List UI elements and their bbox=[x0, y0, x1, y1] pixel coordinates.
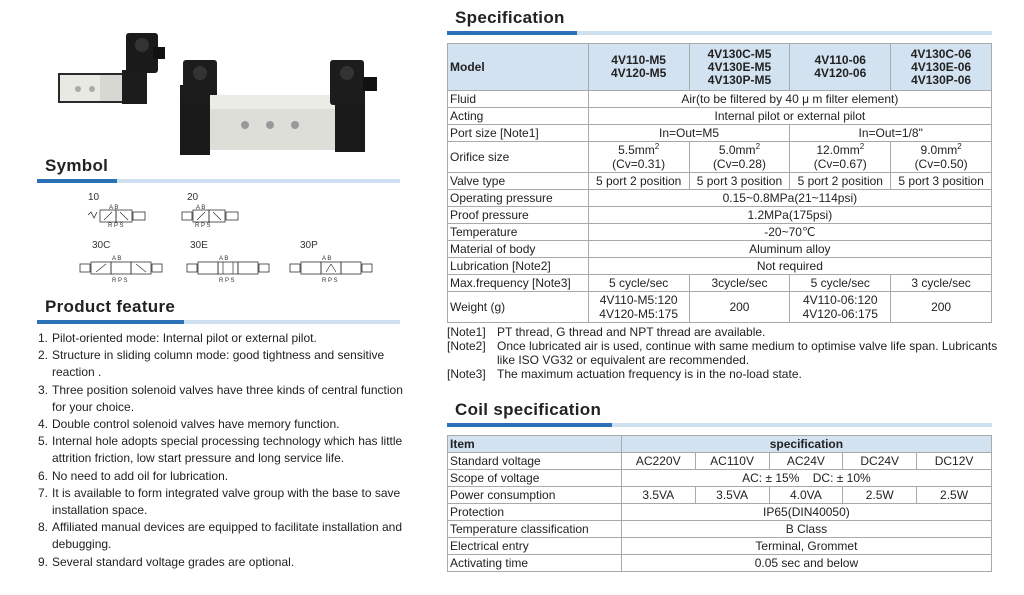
table-row: Temperature -20~70℃ bbox=[448, 224, 992, 241]
coil-specification-heading-bar bbox=[447, 423, 992, 427]
symbol-ports-top: A B bbox=[322, 256, 332, 262]
list-item: 1. Pilot-oriented mode: Internal pilot or external pilot. bbox=[38, 331, 317, 345]
product-image-small-valve bbox=[48, 25, 173, 110]
table-row: Lubrication [Note2] Not required bbox=[448, 258, 992, 275]
specification-heading-bar bbox=[447, 31, 992, 35]
symbol-ports-top: A B bbox=[196, 205, 206, 211]
list-item: 3. Three position solenoid valves have three kinds of central function for your choice. bbox=[38, 382, 403, 414]
symbol-ports-bottom: R P S bbox=[195, 223, 211, 227]
table-row: Scope of voltage AC: ± 15% DC: ± 10% bbox=[448, 470, 992, 487]
coil-specification-heading: Coil specification bbox=[455, 400, 602, 419]
table-row: Item specification bbox=[448, 436, 992, 453]
list-item: 6. No need to add oil for lubrication. bbox=[38, 468, 229, 483]
note-item: [Note1] PT thread, G thread and NPT thread are available. bbox=[447, 325, 766, 339]
symbol-label-30e: 30E bbox=[190, 240, 208, 251]
specification-table bbox=[447, 43, 992, 323]
model-col-2: 4V130C-M5 4V130E-M5 4V130P-M5 bbox=[689, 44, 790, 91]
model-col-1: 4V110-M5 4V120-M5 bbox=[588, 44, 689, 91]
model-col-3: 4V110-06 4V120-06 bbox=[790, 44, 891, 91]
symbol-30e-diagram bbox=[185, 252, 273, 284]
list-item: 7. It is available to form integrated valve group with the base to save installation space. bbox=[38, 485, 401, 518]
table-row: Valve type 5 port 2 position 5 port 3 position 5 port 2 position 5 port 3 position bbox=[448, 173, 992, 190]
symbol-ports-bottom: R P S bbox=[112, 278, 128, 284]
table-row: Max.frequency [Note3] 5 cycle/sec 3cycle/sec 5 cycle/sec 3 cycle/sec bbox=[448, 275, 992, 292]
specification-heading: Specification bbox=[455, 8, 565, 27]
note-item: [Note2] Once lubricated air is used, continue with same medium to optimise valve life span. Lubricants like ISO VG32 or equivalent are recommended. bbox=[447, 339, 998, 367]
table-row: Acting Internal pilot or external pilot bbox=[448, 108, 992, 125]
table-row: Port size [Note1] In=Out=M5 In=Out=1/8" bbox=[448, 125, 992, 142]
note-item: [Note3] The maximum actuation frequency is in the no-load state. bbox=[447, 367, 802, 381]
symbol-label-30p: 30P bbox=[300, 240, 318, 251]
symbol-ports-top: A B bbox=[109, 205, 119, 211]
symbol-20-diagram bbox=[180, 203, 246, 227]
table-row: Orifice size $5.5mm^2$ (Cv=0.31) $5.0mm^2$ (Cv=0.28) $12.0mm^2$ (Cv=0.67) $9.0mm^2$ (Cv=0.50) bbox=[448, 142, 992, 173]
table-row: Weight (g) 4V110-M5:120 4V120-M5:175 200 4V110-06:120 4V120-06:175 200 bbox=[448, 292, 992, 323]
product-feature-heading-bar bbox=[37, 320, 400, 324]
table-row: Proof pressure 1.2MPa(175psi) bbox=[448, 207, 992, 224]
table-row: Electrical entry Terminal, Grommet bbox=[448, 538, 992, 555]
symbol-ports-top: A B bbox=[112, 256, 122, 262]
list-item: 2. Structure in sliding column mode: good tightness and sensitive reaction . bbox=[38, 348, 385, 380]
feature-list bbox=[38, 330, 408, 571]
table-row: Fluid Air(to be filtered by 40 μ m filter element) bbox=[448, 91, 992, 108]
symbol-label-20: 20 bbox=[187, 192, 199, 203]
list-item: 5. Internal hole adopts special processing technology which has little attrition friction, low start pressure and long service life. bbox=[38, 434, 403, 466]
table-row: Standard voltage AC220V AC110V AC24V DC24V DC12V bbox=[448, 453, 992, 470]
symbol-heading-bar bbox=[37, 179, 400, 183]
table-row: Temperature classification B Class bbox=[448, 521, 992, 538]
symbol-ports-top: A B bbox=[219, 256, 229, 262]
list-item: 8. Affiliated manual devices are equipped to facilitate installation and debugging. bbox=[38, 520, 403, 552]
symbol-10-diagram bbox=[86, 203, 150, 227]
spec-notes bbox=[447, 325, 1007, 381]
product-feature-heading: Product feature bbox=[45, 297, 176, 316]
symbol-30p-diagram bbox=[288, 252, 376, 284]
model-col-4: 4V130C-06 4V130E-06 4V130P-06 bbox=[891, 44, 992, 91]
product-image-large-valve bbox=[175, 55, 410, 160]
table-row: Material of body Aluminum alloy bbox=[448, 241, 992, 258]
symbol-ports-bottom: R P S bbox=[108, 223, 124, 227]
table-row: Power consumption 3.5VA 3.5VA 4.0VA 2.5W 2.5W bbox=[448, 487, 992, 504]
list-item: 4. Double control solenoid valves have memory function. bbox=[38, 417, 340, 432]
symbol-label-10: 10 bbox=[88, 192, 100, 203]
table-row: Activating time 0.05 sec and below bbox=[448, 555, 992, 572]
table-row: Operating pressure 0.15~0.8MPa(21~114psi) bbox=[448, 190, 992, 207]
model-label: Model bbox=[448, 44, 589, 91]
coil-specification-table bbox=[447, 435, 992, 572]
symbol-ports-bottom: R P S bbox=[219, 278, 235, 284]
table-row: Protection IP65(DIN40050) bbox=[448, 504, 992, 521]
symbol-heading: Symbol bbox=[45, 156, 109, 175]
symbol-ports-bottom: R P S bbox=[322, 278, 338, 284]
symbol-label-30c: 30C bbox=[92, 240, 111, 251]
list-item: 9. Several standard voltage grades are optional. bbox=[38, 554, 295, 569]
symbol-30c-diagram bbox=[78, 252, 166, 284]
table-row bbox=[448, 44, 992, 91]
